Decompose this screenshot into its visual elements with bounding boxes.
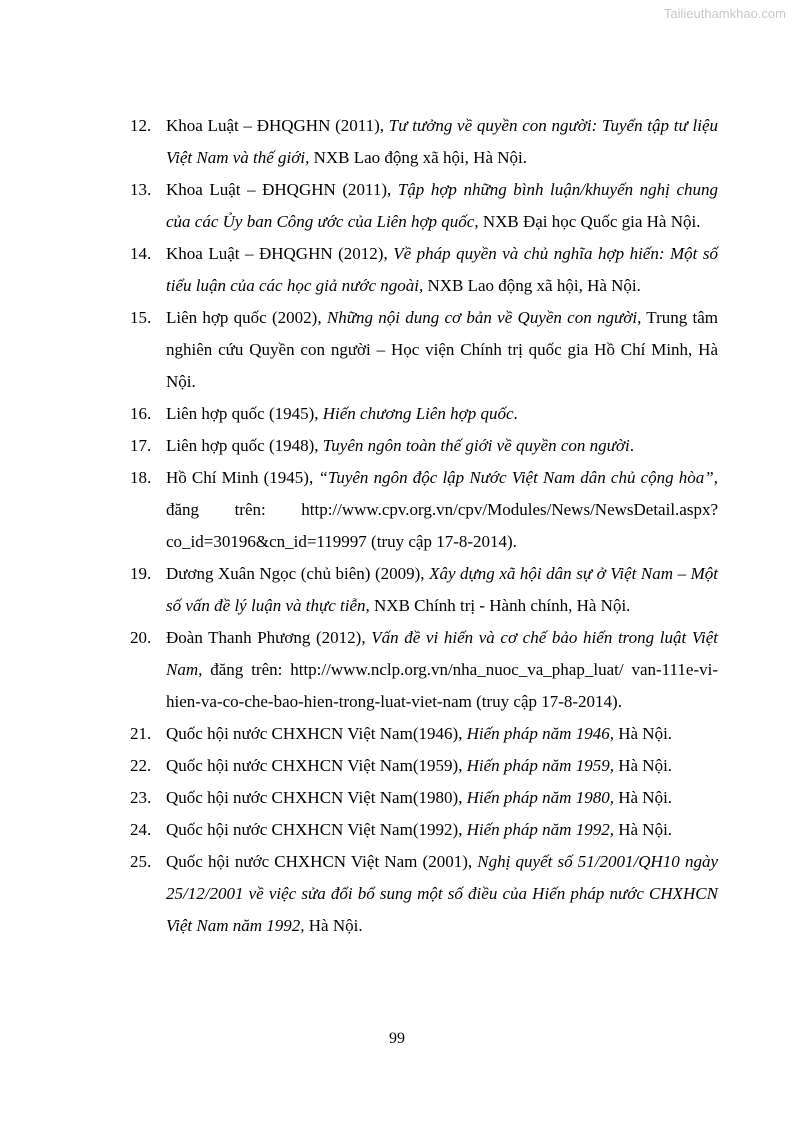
reference-publisher: NXB Lao động xã hội, Hà Nội. [309,148,527,167]
reference-item [130,750,718,782]
reference-publisher: . [513,404,518,423]
reference-item [130,398,718,430]
reference-author: Khoa Luật – ĐHQGHN (2011), [166,116,389,135]
reference-author: Quốc hội nước CHXHCN Việt Nam(1992), [166,820,467,839]
watermark: Tailieuthamkhao.com [663,6,786,21]
reference-publisher: , NXB Chính trị - Hành chính, Hà Nội. [365,596,631,615]
reference-item [130,846,718,942]
reference-number: 13. [130,180,152,199]
reference-number: 25. [130,852,152,871]
reference-title: Hiến pháp năm 1992, [466,820,614,839]
reference-number: 19. [130,564,152,583]
reference-number: 21. [130,724,152,743]
reference-publisher: Hà Nội. [613,756,673,775]
reference-item [130,814,718,846]
reference-item [130,238,718,302]
reference-title: Hiến pháp năm 1959, [466,756,614,775]
reference-author: Khoa Luật – ĐHQGHN (2011), [166,180,398,199]
reference-item [130,622,718,718]
reference-title: “Tuyên ngôn độc lập Nước Việt Nam dân chủ cộng hòa” [318,468,714,487]
reference-item [130,174,718,238]
reference-author: Hồ Chí Minh (1945), [166,468,319,487]
reference-list [130,110,718,942]
reference-publisher: , Trung tâm nghiên cứu Quyền con người – Học viện Chính trị quốc gia Hồ Chí Minh, Hà Nội. [166,308,718,391]
reference-author: Liên hợp quốc (1948), [166,436,323,455]
reference-item [130,302,718,398]
reference-title: Vấn đề vi hiến và cơ chế bảo hiến trong luật Việt Nam, [166,628,718,679]
reference-number: 17. [130,436,152,455]
reference-author: Quốc hội nước CHXHCN Việt Nam(1959), [166,756,467,775]
reference-author: Liên hợp quốc (2002), [166,308,327,327]
reference-title: Hiến chương Liên hợp quốc [322,404,514,423]
reference-title: Tư tưởng về quyền con người: Tuyển tập tư liệu Việt Nam và thế giới, [166,116,718,167]
reference-title: Nghị quyết số 51/2001/QH10 ngày 25/12/2001 về việc sửa đổi bổ sung một số điều của Hiến pháp nước CHXHCN Việt Nam năm 1992, [166,852,718,935]
reference-item [130,110,718,174]
reference-author: Quốc hội nước CHXHCN Việt Nam (2001), [166,852,478,871]
reference-author: Khoa Luật – ĐHQGHN (2012), [166,244,394,263]
reference-number: 16. [130,404,152,423]
reference-publisher: , NXB Đại học Quốc gia Hà Nội. [474,212,701,231]
reference-author: Quốc hội nước CHXHCN Việt Nam(1980), [166,788,467,807]
reference-publisher: . [629,436,634,455]
reference-publisher: Hà Nội. [613,788,673,807]
reference-item [130,430,718,462]
reference-title: Hiến pháp năm 1946, [466,724,614,743]
reference-number: 15. [130,308,152,327]
reference-title: Về pháp quyền và chủ nghĩa hợp hiến: Một số tiểu luận của các học giả nước ngoài, [166,244,718,295]
reference-author: Liên hợp quốc (1945), [166,404,323,423]
page-number: 99 [389,1030,405,1047]
reference-publisher: NXB Lao động xã hội, Hà Nội. [423,276,641,295]
reference-title: Hiến pháp năm 1980, [466,788,614,807]
reference-author: Dương Xuân Ngọc (chủ biên) (2009), [166,564,430,583]
reference-author: Đoàn Thanh Phương (2012), [166,628,372,647]
reference-item [130,462,718,558]
reference-item [130,558,718,622]
reference-number: 14. [130,244,152,263]
reference-title: Tuyên ngôn toàn thế giới về quyền con người [322,436,630,455]
reference-number: 24. [130,820,152,839]
reference-title: Những nội dung cơ bản về Quyền con người [326,308,638,327]
reference-number: 12. [130,116,152,135]
reference-number: 23. [130,788,152,807]
reference-publisher: Hà Nội. [613,724,673,743]
reference-item [130,782,718,814]
reference-number: 18. [130,468,152,487]
reference-publisher: Hà Nội. [613,820,673,839]
reference-author: Quốc hội nước CHXHCN Việt Nam(1946), [166,724,467,743]
reference-publisher: , đăng trên: http://www.cpv.org.vn/cpv/Modules/News/NewsDetail.aspx?co_id=30196&cn_id=119997 (truy cập 17-8-2014). [166,468,719,551]
reference-title: Tập hợp những bình luận/khuyến nghị chung của các Ủy ban Công ước của Liên hợp quốc [166,180,718,231]
reference-publisher: Hà Nội. [304,916,363,935]
reference-publisher: đăng trên: http://www.nclp.org.vn/nha_nuoc_va_phap_luat/ van-111e-vi-hien-va-co-che-bao-hien-trong-luat-viet-nam (truy cập 17-8-2014). [166,660,718,711]
reference-number: 22. [130,756,152,775]
reference-number: 20. [130,628,152,647]
reference-item [130,718,718,750]
reference-title: Xây dựng xã hội dân sự ở Việt Nam – Một số vấn đề lý luận và thực tiễn [166,564,718,615]
